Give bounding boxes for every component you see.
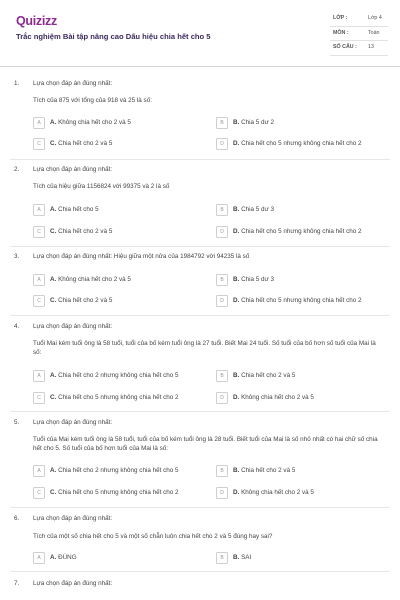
- meta-label: MÔN :: [333, 29, 349, 36]
- option-key: B.: [233, 118, 240, 126]
- option-letter-box: B: [216, 370, 228, 382]
- question-prompt: Lựa chọn đáp án đúng nhất:: [33, 323, 113, 330]
- meta-label: LỚP :: [333, 15, 348, 21]
- option-text: [50, 297, 112, 306]
- option-text: [50, 467, 179, 476]
- question-divider: [10, 246, 390, 247]
- option-key: D.: [233, 296, 240, 304]
- question-divider: [10, 571, 390, 572]
- option-letter-box: C: [33, 487, 45, 499]
- option-label: Chia hết cho 2 nhưng không chia hết cho 5: [58, 371, 179, 379]
- question-divider: [10, 315, 390, 316]
- option-label: Không chia hết cho 2 và 5: [58, 118, 131, 126]
- option-text: [233, 297, 362, 306]
- option-text: [50, 489, 179, 498]
- meta-value: 13: [368, 44, 374, 50]
- question-divider: [10, 507, 390, 508]
- option-text: [233, 206, 274, 215]
- option-text: [50, 372, 179, 381]
- option-letter-box: A: [33, 370, 45, 382]
- option-text: [50, 140, 112, 149]
- option-letter-box: A: [33, 274, 45, 286]
- option-label: Chia 5 dư 3: [241, 205, 274, 213]
- option-letter-box: B: [216, 552, 228, 564]
- option-key: D.: [233, 139, 240, 147]
- option-label: Không chia hết cho 2 và 5: [241, 488, 314, 496]
- option-label: Chia hết cho 2 và 5: [241, 371, 296, 379]
- option-label: Chia hết cho 2 nhưng không chia hết cho 5: [58, 466, 179, 474]
- option-key: B.: [233, 466, 240, 474]
- question-stem: Tuổi Mai kém tuổi ông là 58 tuổi, tuổi của bố kém tuổi ông là 27 tuổi. Biết Mai 24 tuổi. Số tuổi của bố hơn số tuổi của Mai là số:: [33, 340, 376, 356]
- worksheet-meta-table: [330, 12, 388, 56]
- option-key: B.: [233, 371, 240, 379]
- option-key: D.: [233, 227, 240, 235]
- option-key: B.: [233, 553, 240, 561]
- option-label: Chia hết cho 5: [58, 205, 99, 213]
- option-key: A.: [50, 371, 57, 379]
- question-stem: Tích của hiệu giữa 1156824 với 99375 và 2 là số: [33, 183, 170, 190]
- question-stem: Tích của một số chia hết cho 5 và một số chẵn luôn chia hết cho 2 và 5 đúng hay sai?: [33, 533, 273, 540]
- question-prompt: Lựa chọn đáp án đúng nhất:: [33, 419, 113, 426]
- option-key: A.: [50, 466, 57, 474]
- option-key: A.: [50, 118, 57, 126]
- option-text: [233, 228, 362, 237]
- meta-value: Toán: [368, 29, 380, 36]
- option-text: [50, 206, 99, 215]
- option-text: [50, 276, 131, 285]
- option-key: B.: [233, 205, 240, 213]
- option-letter-box: D: [216, 226, 228, 238]
- option-text: [233, 394, 314, 403]
- option-letter-box: A: [33, 465, 45, 477]
- option-label: Chia hết cho 2 và 5: [241, 466, 296, 474]
- question-prompt: Lựa chọn đáp án đúng nhất:: [33, 166, 113, 173]
- worksheet-title: Trắc nghiệm Bài tập nâng cao Dấu hiệu chia hết cho 5: [16, 32, 211, 41]
- option-key: D.: [233, 488, 240, 496]
- option-text: [233, 276, 274, 285]
- option-key: C.: [50, 393, 57, 401]
- option-text: [50, 119, 131, 128]
- option-label: Chia hết cho 5 nhưng không chia hết cho 2: [241, 139, 362, 147]
- option-label: Chia hết cho 2 và 5: [58, 296, 113, 304]
- option-letter-box: B: [216, 117, 228, 129]
- question-number: 5.: [14, 419, 20, 426]
- meta-row-class: [330, 12, 388, 27]
- option-key: D.: [233, 393, 240, 401]
- option-label: Chia hết cho 5 nhưng không chia hết cho 2: [58, 393, 179, 401]
- option-key: A.: [50, 275, 57, 283]
- option-text: [233, 140, 362, 149]
- option-label: Chia 5 dư 3: [241, 275, 274, 283]
- meta-label: SỐ CÂU :: [333, 44, 357, 50]
- worksheet-header: [0, 0, 400, 67]
- option-letter-box: B: [216, 204, 228, 216]
- option-label: Chia hết cho 2 và 5: [58, 227, 113, 235]
- option-letter-box: C: [33, 295, 45, 307]
- option-text: [233, 554, 251, 563]
- option-text: [233, 372, 295, 381]
- option-letter-box: A: [33, 204, 45, 216]
- question-number: 7.: [14, 580, 20, 587]
- option-letter-box: D: [216, 487, 228, 499]
- question-number: 6.: [14, 515, 20, 522]
- option-text: [233, 119, 274, 128]
- option-letter-box: B: [216, 465, 228, 477]
- option-key: A.: [50, 205, 57, 213]
- option-label: Không chia hết cho 2 và 5: [58, 275, 131, 283]
- meta-value: Lớp 4: [368, 15, 382, 21]
- option-label: Không chia hết cho 2 và 5: [241, 393, 314, 401]
- option-key: C.: [50, 227, 57, 235]
- question-stem: Tuổi của Mai kém tuổi ông là 58 tuổi, tuổi của bố kém tuổi ông là 28 tuổi. Biết tuổi của Mai là số nhỏ nhất có hai chữ số chia hết cho 5. Số tuổi của bố hơn tuổi của Mai là số:: [33, 436, 378, 452]
- question-prompt: Lựa chọn đáp án đúng nhất:: [33, 515, 113, 522]
- option-label: Chia 5 dư 2: [241, 118, 274, 126]
- question-number: 1.: [14, 80, 20, 87]
- option-key: C.: [50, 139, 57, 147]
- question-divider: [10, 411, 390, 412]
- option-label: SAI: [241, 553, 252, 561]
- option-text: [233, 467, 295, 476]
- option-text: [50, 228, 112, 237]
- option-letter-box: A: [33, 117, 45, 129]
- option-letter-box: C: [33, 138, 45, 150]
- option-text: [50, 554, 77, 563]
- option-letter-box: D: [216, 295, 228, 307]
- question-stem: Tích của 875 với tổng của 918 và 25 là số:: [33, 97, 152, 104]
- option-letter-box: D: [216, 392, 228, 404]
- option-letter-box: D: [216, 138, 228, 150]
- option-key: C.: [50, 488, 57, 496]
- meta-row-subject: [330, 27, 388, 42]
- option-letter-box: A: [33, 552, 45, 564]
- option-key: A.: [50, 553, 57, 561]
- option-letter-box: C: [33, 392, 45, 404]
- quizizz-logo: Quizizz: [16, 14, 57, 28]
- option-key: B.: [233, 275, 240, 283]
- option-label: ĐÚNG: [58, 553, 77, 561]
- option-label: Chia hết cho 5 nhưng không chia hết cho 2: [241, 227, 362, 235]
- meta-row-question-count: [330, 41, 388, 56]
- question-number: 4.: [14, 323, 20, 330]
- option-text: [50, 394, 179, 403]
- question-number: 3.: [14, 253, 20, 260]
- question-prompt: Lựa chọn đáp án đúng nhất: Hiệu giữa một nửa của 1984792 với 94235 là số: [33, 253, 250, 260]
- option-letter-box: C: [33, 226, 45, 238]
- option-label: Chia hết cho 2 và 5: [58, 139, 113, 147]
- option-label: Chia hết cho 5 nhưng không chia hết cho 2: [58, 488, 179, 496]
- option-label: Chia hết cho 5 nhưng không chia hết cho 2: [241, 296, 362, 304]
- question-number: 2.: [14, 166, 20, 173]
- option-key: C.: [50, 296, 57, 304]
- option-text: [233, 489, 314, 498]
- question-divider: [10, 159, 390, 160]
- option-letter-box: B: [216, 274, 228, 286]
- question-prompt: Lựa chọn đáp án đúng nhất:: [33, 580, 113, 587]
- question-prompt: Lựa chọn đáp án đúng nhất:: [33, 80, 113, 87]
